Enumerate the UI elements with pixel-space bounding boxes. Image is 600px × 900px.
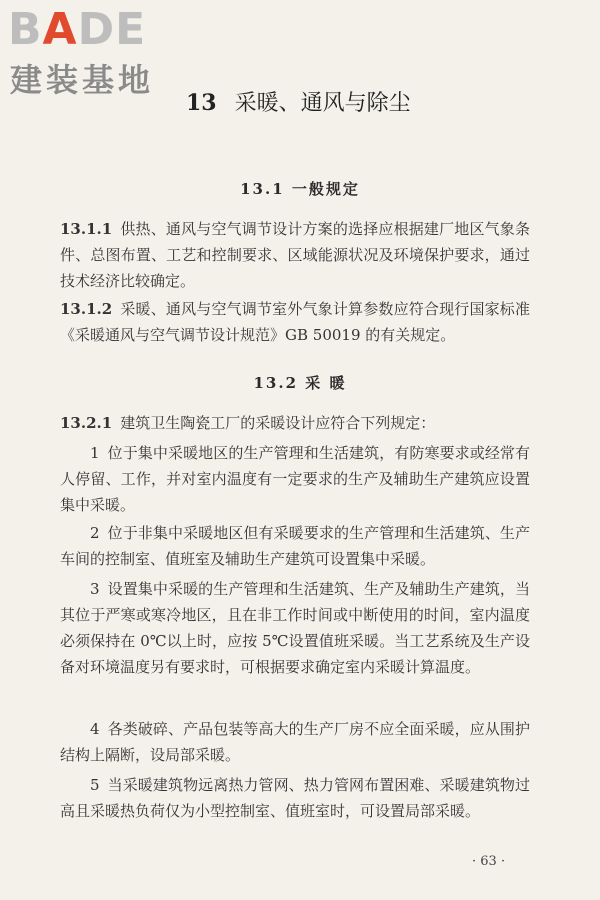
- bade-watermark-logo: [8, 4, 178, 104]
- list-item-3: [60, 576, 530, 680]
- clause-13-1-1: [60, 216, 530, 294]
- clause-number: 13.1.2: [60, 300, 113, 318]
- page-number: · 63 ·: [472, 854, 506, 869]
- clause-13-1-2: [60, 296, 530, 348]
- clause-text: 供热、通风与空气调节设计方案的选择应根据建厂地区气象条件、总图布置、工艺和控制要求、区域能源状况及环境保护要求，通过技术经济比较确定。: [60, 220, 530, 290]
- chapter-number: 13: [186, 90, 217, 116]
- list-item-4: [60, 716, 530, 768]
- clause-text: 采暖、通风与空气调节室外气象计算参数应符合现行国家标准《采暖通风与空气调节设计规范》GB 50019 的有关规定。: [60, 300, 530, 344]
- clause-number: 13.1.1: [60, 220, 113, 238]
- chapter-name: 采暖、通风与除尘: [234, 91, 411, 116]
- clause-13-2-1: [60, 410, 530, 436]
- item-number: 5: [90, 776, 100, 794]
- item-text: 当采暖建筑物远离热力管网、热力管网布置困难、采暖建筑物过高且采暖热负荷仅为小型控制室、值班室时，可设置局部采暖。: [60, 776, 530, 820]
- watermark-brand: BADE: [8, 4, 147, 55]
- item-text: 位于非集中采暖地区但有采暖要求的生产管理和生活建筑、生产车间的控制室、值班室及辅助生产建筑可设置集中采暖。: [60, 524, 530, 568]
- item-text: 设置集中采暖的生产管理和生活建筑、生产及辅助生产建筑，当其位于严寒或寒冷地区，且在非工作时间或中断使用的时间，室内温度必须保持在 0℃以上时，应按 5℃设置值班采暖。当工艺系统及生产设备对环境温度另有要求时，可根据要求确定室内采暖计算温度。: [60, 580, 530, 676]
- list-item-2: [60, 520, 530, 572]
- item-text: 位于集中采暖地区的生产管理和生活建筑，有防寒要求或经常有人停留、工作，并对室内温度有一定要求的生产及辅助生产建筑应设置集中采暖。: [60, 444, 530, 514]
- section-heading-13-1: 13.1 一般规定: [240, 180, 360, 198]
- section-heading-13-2: 13.2 采 暖: [253, 374, 347, 392]
- chapter-title: [186, 86, 411, 117]
- item-number: 4: [90, 720, 100, 738]
- list-item-5: [60, 772, 530, 824]
- clause-text: 建筑卫生陶瓷工厂的采暖设计应符合下列规定：: [120, 414, 436, 432]
- item-number: 2: [90, 524, 100, 542]
- item-text: 各类破碎、产品包装等高大的生产厂房不应全面采暖，应从围护结构上隔断，设局部采暖。: [60, 720, 530, 764]
- clause-number: 13.2.1: [60, 414, 113, 432]
- item-number: 1: [90, 444, 100, 462]
- list-item-1: [60, 440, 530, 518]
- item-number: 3: [90, 580, 100, 598]
- watermark-subtitle: 建装基地: [10, 61, 155, 99]
